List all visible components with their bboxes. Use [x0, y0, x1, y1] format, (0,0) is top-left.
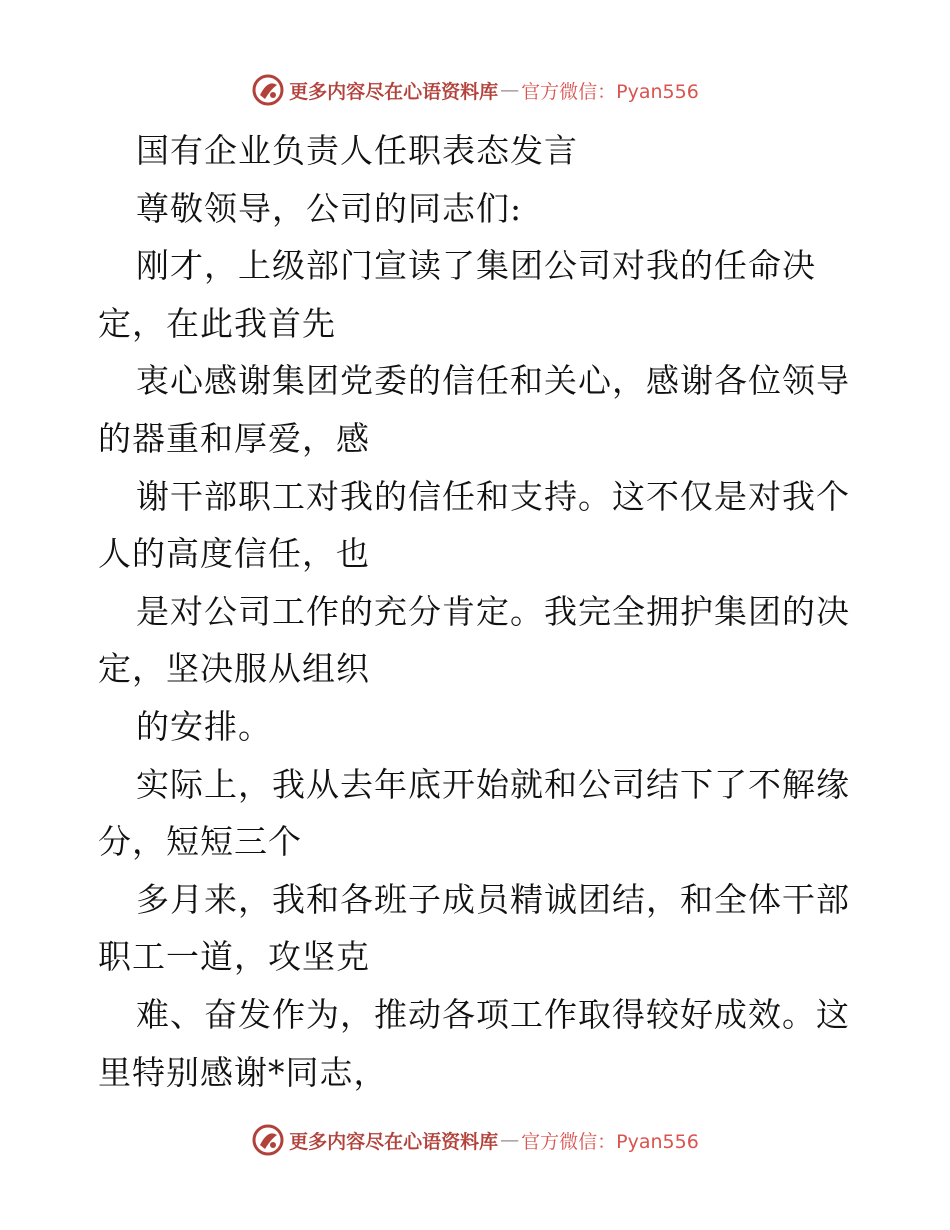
brand-logo-icon: [251, 73, 285, 107]
text-line: 职工一道，攻坚克: [98, 937, 370, 977]
document-body: [98, 122, 868, 1101]
banner-wechat-text: 官方微信：Pyan556: [521, 1130, 699, 1153]
text-line: 里特别感谢*同志，: [98, 1052, 388, 1092]
text-line: 多月来，我和各班子成员精诚团结，和全体干部: [136, 879, 850, 919]
text-line: 衷心感谢集团党委的信任和关心，感谢各位领导: [136, 361, 850, 401]
text-line: 刚才，上级部门宣读了集团公司对我的任命决: [136, 246, 816, 286]
text-line: 谢干部职工对我的信任和支持。这不仅是对我个: [136, 476, 850, 516]
banner-brand-text: 更多内容尽在心语资料库: [289, 80, 499, 103]
banner-wechat-text: 官方微信：Pyan556: [521, 80, 699, 103]
banner-separator: —: [500, 79, 520, 101]
brand-logo-icon: [251, 1123, 285, 1157]
text-line: 的器重和厚爱，感: [98, 418, 370, 458]
text-line: 国有企业负责人任职表态发言: [136, 131, 578, 170]
text-line: 难、奋发作为，推动各项工作取得较好成效。这: [136, 994, 850, 1034]
footer-banner: [0, 1120, 950, 1160]
text-line: 的安排。: [136, 706, 272, 746]
text-line: 尊敬领导，公司的同志们:: [136, 188, 523, 228]
text-line: 定，在此我首先: [98, 303, 336, 343]
banner-separator: —: [500, 1129, 520, 1151]
header-banner: [0, 70, 950, 110]
text-line: 人的高度信任，也: [98, 534, 370, 574]
text-line: 定，坚决服从组织: [98, 649, 370, 689]
banner-brand-text: 更多内容尽在心语资料库: [289, 1130, 499, 1153]
text-line: 分，短短三个: [98, 822, 302, 862]
text-line: 实际上，我从去年底开始就和公司结下了不解缘: [136, 764, 850, 804]
text-line: 是对公司工作的充分肯定。我完全拥护集团的决: [136, 591, 850, 631]
